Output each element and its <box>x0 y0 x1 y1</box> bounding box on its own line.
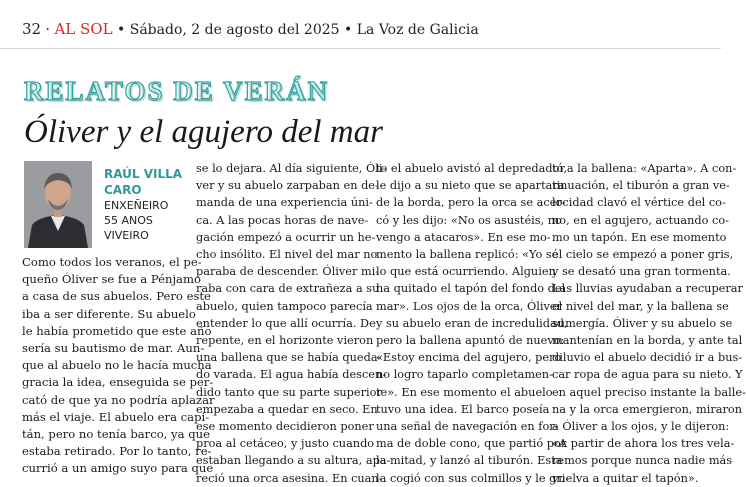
body-text-line: una señal de navegación en for- <box>376 420 559 434</box>
body-text-line: na y la orca emergieron, miraron <box>552 402 742 416</box>
body-text-line: cho insólito. El nivel del mar no <box>196 248 378 262</box>
body-text-line: vengo a atacaros». En ese mo- <box>376 230 551 244</box>
body-text-line: estaban llegando a su altura, apa- <box>196 454 391 468</box>
body-text-line: vuelva a quitar el tapón». <box>552 471 699 485</box>
body-text-line: Como todos los veranos, el pe- <box>22 255 202 269</box>
body-text-line: to el abuelo avistó al depredador, <box>376 162 568 175</box>
author-name <box>104 166 184 198</box>
body-text-line: «A partir de ahora los tres vela- <box>552 437 735 451</box>
body-text-line: se lo dejara. Al día siguiente, Óli- <box>196 162 387 175</box>
body-text-line: mar». Los ojos de la orca, Óliver <box>376 299 562 313</box>
header-line <box>22 20 479 38</box>
body-text-line: locidad clavó el vértice del co- <box>552 196 726 210</box>
body-text-line: empezaba a quedar en seco. En <box>196 402 378 416</box>
body-text-line: sumergía. Óliver y su abuelo se <box>552 316 733 330</box>
author-town: VIVEIRO <box>104 229 149 242</box>
body-text-line: paraba de descender. Óliver mi- <box>196 265 380 279</box>
body-text-line: remos porque nunca nadie más <box>552 454 733 468</box>
body-text-line: lo que está ocurriendo. Alguien <box>376 265 556 279</box>
body-text-line: abuelo, quien tampoco parecía <box>196 299 373 313</box>
body-text-line: tán, pero no tenía barco, ya que <box>22 427 210 442</box>
body-text-line: en aquel preciso instante la balle- <box>552 385 746 399</box>
body-text-line: do varada. El agua había descen- <box>196 368 387 382</box>
body-text-line: gracia la idea, enseguida se per- <box>22 375 214 390</box>
body-text-line: diluvio el abuelo decidió ir a bus- <box>552 351 743 365</box>
publication-name: La Voz de Galicia <box>356 22 479 38</box>
body-text-line: sería su bautismo de mar. Aun- <box>22 341 205 356</box>
body-text-line: dido tanto que su parte superior <box>196 385 382 399</box>
page-number: 32 <box>22 20 42 38</box>
text-column-3 <box>376 160 570 487</box>
body-text-line: y su abuelo eran de incredulidad, <box>376 316 568 330</box>
body-text-line: mento la ballena replicó: «Yo sé <box>376 248 559 262</box>
author-photo <box>24 161 92 248</box>
text-column-2 <box>196 160 391 487</box>
body-text-line: cató de que ya no podría aplazar <box>22 392 215 407</box>
header-separator: • <box>344 22 357 38</box>
body-text-line: te». En ese momento el abuelo <box>376 385 553 399</box>
body-text-line: le dijo a su nieto que se apartara <box>376 179 565 193</box>
body-text-line: Las lluvias ayudaban a recuperar <box>552 282 743 296</box>
body-text-line: tó a la ballena: «Aparta». A con- <box>552 162 737 175</box>
section-name: AL SOL <box>54 20 113 38</box>
body-text-line: «Estoy encima del agujero, pero <box>376 351 562 365</box>
body-text-line: tinuación, el tiburón a gran ve- <box>552 179 730 193</box>
body-text-line: tuvo una idea. El barco poseía <box>376 402 550 416</box>
body-text-line: ha quitado el tapón del fondo del <box>376 282 566 296</box>
body-text-line: ca. A las pocas horas de nave- <box>196 213 369 227</box>
body-text-line: a casa de sus abuelos. Pero este <box>22 289 211 304</box>
body-text-line: có y les dijo: «No os asustéis, no <box>376 213 562 227</box>
author-name-line: CARO <box>104 183 142 197</box>
header-separator: • <box>117 22 130 38</box>
byline <box>104 166 184 243</box>
body-text-line: entender lo que allí ocurría. De <box>196 316 376 330</box>
body-text-line: repente, en el horizonte vieron <box>196 334 374 348</box>
body-text-line: más el viaje. El abuelo era capi- <box>22 409 210 424</box>
body-text-line: no, en el agujero, actuando co- <box>552 213 729 227</box>
body-text-line: reció una orca asesina. En cuan- <box>196 471 383 485</box>
text-column-4 <box>552 160 746 487</box>
page-header <box>0 0 721 40</box>
author-occupation: ENXEÑEIRO <box>104 199 169 212</box>
author-name-line: RAÚL VILLA <box>104 167 183 181</box>
body-text-line: ver y su abuelo zarpaban en de- <box>196 179 379 193</box>
body-text-line: que al abuelo no le hacía mucha <box>22 358 212 373</box>
section-kicker: RELATOS DE VERÁN <box>24 76 330 106</box>
body-text-line: iba a ser diferente. Su abuelo <box>22 306 196 321</box>
body-text-line: el nivel del mar, y la ballena se <box>552 299 729 313</box>
body-text-line: una ballena que se había queda- <box>196 351 382 365</box>
body-text-line: la mitad, y lanzó al tiburón. Esta <box>376 454 563 468</box>
body-text-line: mantenían en la borda, y ante tal <box>552 334 743 348</box>
body-text-line: le había prometido que este año <box>22 323 212 338</box>
text-column-1 <box>22 254 215 478</box>
body-text-line: ese momento decidieron poner <box>196 420 374 434</box>
body-text-line: la cogió con sus colmillos y le gri- <box>376 471 570 485</box>
author-age: 55 ANOS <box>104 214 153 227</box>
body-text-line: queño Óliver se fue a Pénjamo <box>22 272 201 287</box>
body-text-line: y se desató una gran tormenta. <box>552 265 731 279</box>
body-text-line: proa al cetáceo, y justo cuando <box>196 437 375 451</box>
body-text-line: pero la ballena apuntó de nuevo: <box>376 334 565 348</box>
body-text-line: el cielo se empezó a poner gris, <box>552 248 734 262</box>
body-text-line: de la borda, pero la orca se acer- <box>376 196 566 210</box>
header-separator: · <box>45 22 55 38</box>
author-portrait-image <box>24 161 92 248</box>
article-headline: Óliver y el agujero del mar <box>24 114 383 150</box>
issue-date: Sábado, 2 de agosto del 2025 <box>129 22 340 38</box>
body-text-line: car ropa de agua para su nieto. Y <box>552 368 743 382</box>
header-divider <box>0 48 721 49</box>
body-text-line: no logro taparlo completamen- <box>376 368 553 382</box>
body-text-line: ma de doble cono, que partió por <box>376 437 567 451</box>
body-text-line: gación empezó a ocurrir un he- <box>196 230 376 244</box>
body-text-line: manda de una experiencia úni- <box>196 196 373 210</box>
body-text-line: currió a un amigo suyo para que <box>22 461 214 476</box>
body-text-line: mo un tapón. En ese momento <box>552 230 727 244</box>
body-text-line: raba con cara de extrañeza a su <box>196 282 380 296</box>
body-text-line: estaba retirado. Por lo tanto, re- <box>22 444 212 459</box>
body-text-line: a Óliver a los ojos, y le dijeron: <box>552 420 730 434</box>
